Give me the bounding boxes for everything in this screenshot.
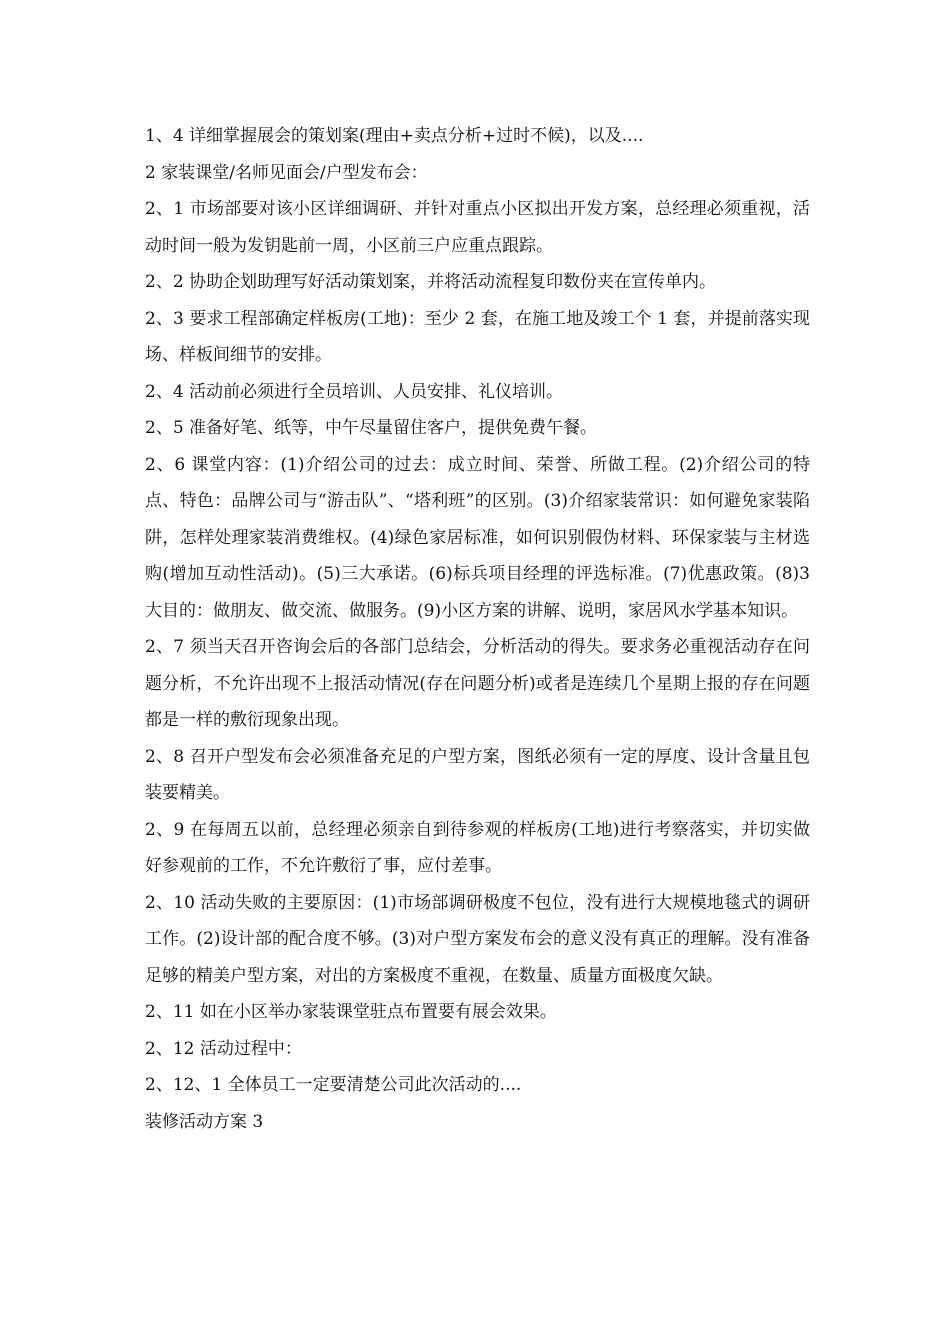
paragraph-1-4: 1、4 详细掌握展会的策划案(理由+卖点分析+过时不候)，以及.... <box>145 126 644 146</box>
document-body <box>145 118 810 1140</box>
paragraph-2-2: 2、2 协助企划助理写好活动策划案，并将活动流程复印数份夹在宣传单内。 <box>145 272 717 292</box>
paragraph-2-8: 2、8 召开户型发布会必须准备充足的户型方案，图纸必须有一定的厚度、设计含量且包装要精美。 <box>145 746 810 803</box>
paragraph-2-11: 2、11 如在小区举办家装课堂驻点布置要有展会效果。 <box>145 1002 557 1022</box>
paragraph-2-12-1: 2、12、1 全体员工一定要清楚公司此次活动的.... <box>145 1075 522 1095</box>
paragraph-2-3: 2、3 要求工程部确定样板房(工地)：至少 2 套，在施工地及竣工个 1 套，并提前落实现场、样板间细节的安排。 <box>145 308 810 365</box>
paragraph-2-9: 2、9 在每周五以前，总经理必须亲自到待参观的样板房(工地)进行考察落实，并切实做好参观前的工作，不允许敷衍了事，应付差事。 <box>145 819 810 876</box>
paragraph-2-7: 2、7 须当天召开咨询会后的各部门总结会，分析活动的得失。要求务必重视活动存在问题分析，不允许出现不上报活动情况(存在问题分析)或者是连续几个星期上报的存在问题都是一样的敷衍现象出现。 <box>145 637 810 730</box>
paragraph-2-12: 2、12 活动过程中： <box>145 1038 302 1059</box>
section-title-plan-3: 装修活动方案 3 <box>145 1111 264 1132</box>
paragraph-2-1: 2、1 市场部要对该小区详细调研、并针对重点小区拟出开发方案，总经理必须重视，活动时间一般为发钥匙前一周，小区前三户应重点跟踪。 <box>145 199 810 256</box>
paragraph-2-6: 2、6 课堂内容：(1)介绍公司的过去：成立时间、荣誉、所做工程。(2)介绍公司的特点、特色：品牌公司与“游击队”、“塔利班”的区别。(3)介绍家装常识：如何避免家装陷阱，怎样处理家装消费维权。(4)绿色家居标准，如何识别假伪材料、环保家装与主材选购(增加互动性活动)。(5)三大承诺。(6)标兵项目经理的评选标准。(7)优惠政策。(8)3 大目的：做朋友、做交流、做服务。(9)小区方案的讲解、说明，家居风水学基本知识。 <box>145 454 810 621</box>
heading-section-2: 2 家装课堂/名师见面会/户型发布会： <box>145 162 428 183</box>
paragraph-2-10: 2、10 活动失败的主要原因：(1)市场部调研极度不包位，没有进行大规模地毯式的调研工作。(2)设计部的配合度不够。(3)对户型方案发布会的意义没有真正的理解。没有准备足够的精美户型方案，对出的方案极度不重视，在数量、质量方面极度欠缺。 <box>145 892 810 986</box>
paragraph-2-4: 2、4 活动前必须进行全员培训、人员安排、礼仪培训。 <box>145 381 564 402</box>
paragraph-2-5: 2、5 准备好笔、纸等，中午尽量留住客户，提供免费午餐。 <box>145 418 598 438</box>
